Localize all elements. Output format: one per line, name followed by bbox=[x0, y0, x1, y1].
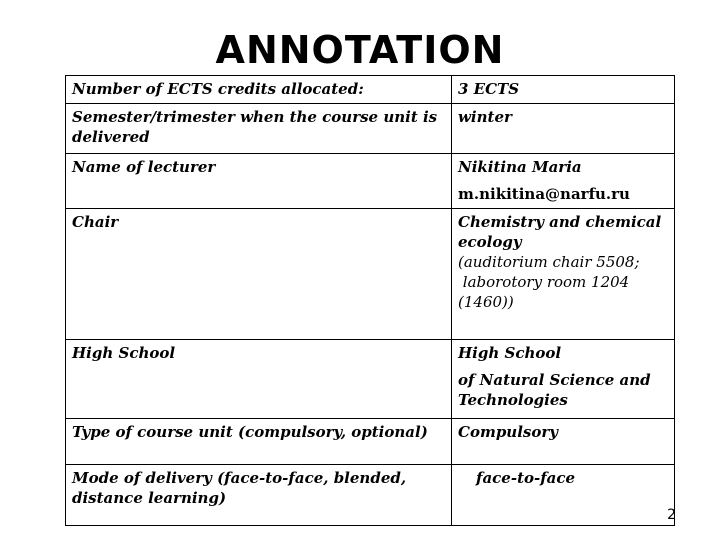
row-label-semester: Semester/trimester when the course unit is delivered bbox=[66, 104, 452, 154]
value-line: High School bbox=[458, 344, 562, 362]
value-line: Chemistry and chemical ecology bbox=[458, 213, 662, 251]
row-label-ects-credits: Number of ECTS credits allocated: bbox=[66, 76, 452, 104]
value-line: laborotory room 1204 bbox=[458, 273, 630, 291]
page-number: 2 bbox=[667, 507, 676, 523]
row-label-delivery-mode: Mode of delivery (face-to-face, blended, distance learning) bbox=[66, 465, 452, 526]
value-line: (auditorium chair 5508; bbox=[458, 253, 640, 271]
row-value-lecturer bbox=[452, 154, 675, 209]
value-line: (1460)) bbox=[458, 293, 514, 311]
value-line: 3 ECTS bbox=[458, 80, 520, 98]
table-row bbox=[66, 209, 675, 340]
value-line: Nikitina Maria bbox=[458, 158, 582, 176]
value-line: Compulsory bbox=[458, 423, 558, 441]
row-label-chair: Chair bbox=[66, 209, 452, 340]
table-row bbox=[66, 419, 675, 465]
annotation-table bbox=[65, 75, 675, 526]
row-value-delivery-mode bbox=[452, 465, 675, 526]
value-line: face-to-face bbox=[476, 469, 576, 487]
row-value-chair bbox=[452, 209, 675, 340]
row-label-lecturer: Name of lecturer bbox=[66, 154, 452, 209]
row-value-ects-credits bbox=[452, 76, 675, 104]
row-value-semester bbox=[452, 104, 675, 154]
table-row bbox=[66, 340, 675, 419]
lecturer-email: m.nikitina@narfu.ru bbox=[458, 185, 630, 203]
page-title: ANNOTATION bbox=[215, 28, 505, 72]
table-row bbox=[66, 76, 675, 104]
table-row bbox=[66, 154, 675, 209]
row-value-course-type bbox=[452, 419, 675, 465]
table-row bbox=[66, 104, 675, 154]
value-line: of Natural Science and Technologies bbox=[458, 371, 651, 409]
row-label-course-type: Type of course unit (compulsory, optional) bbox=[66, 419, 452, 465]
table-row bbox=[66, 465, 675, 526]
value-line: winter bbox=[458, 108, 512, 126]
row-label-high-school: High School bbox=[66, 340, 452, 419]
row-value-high-school bbox=[452, 340, 675, 419]
